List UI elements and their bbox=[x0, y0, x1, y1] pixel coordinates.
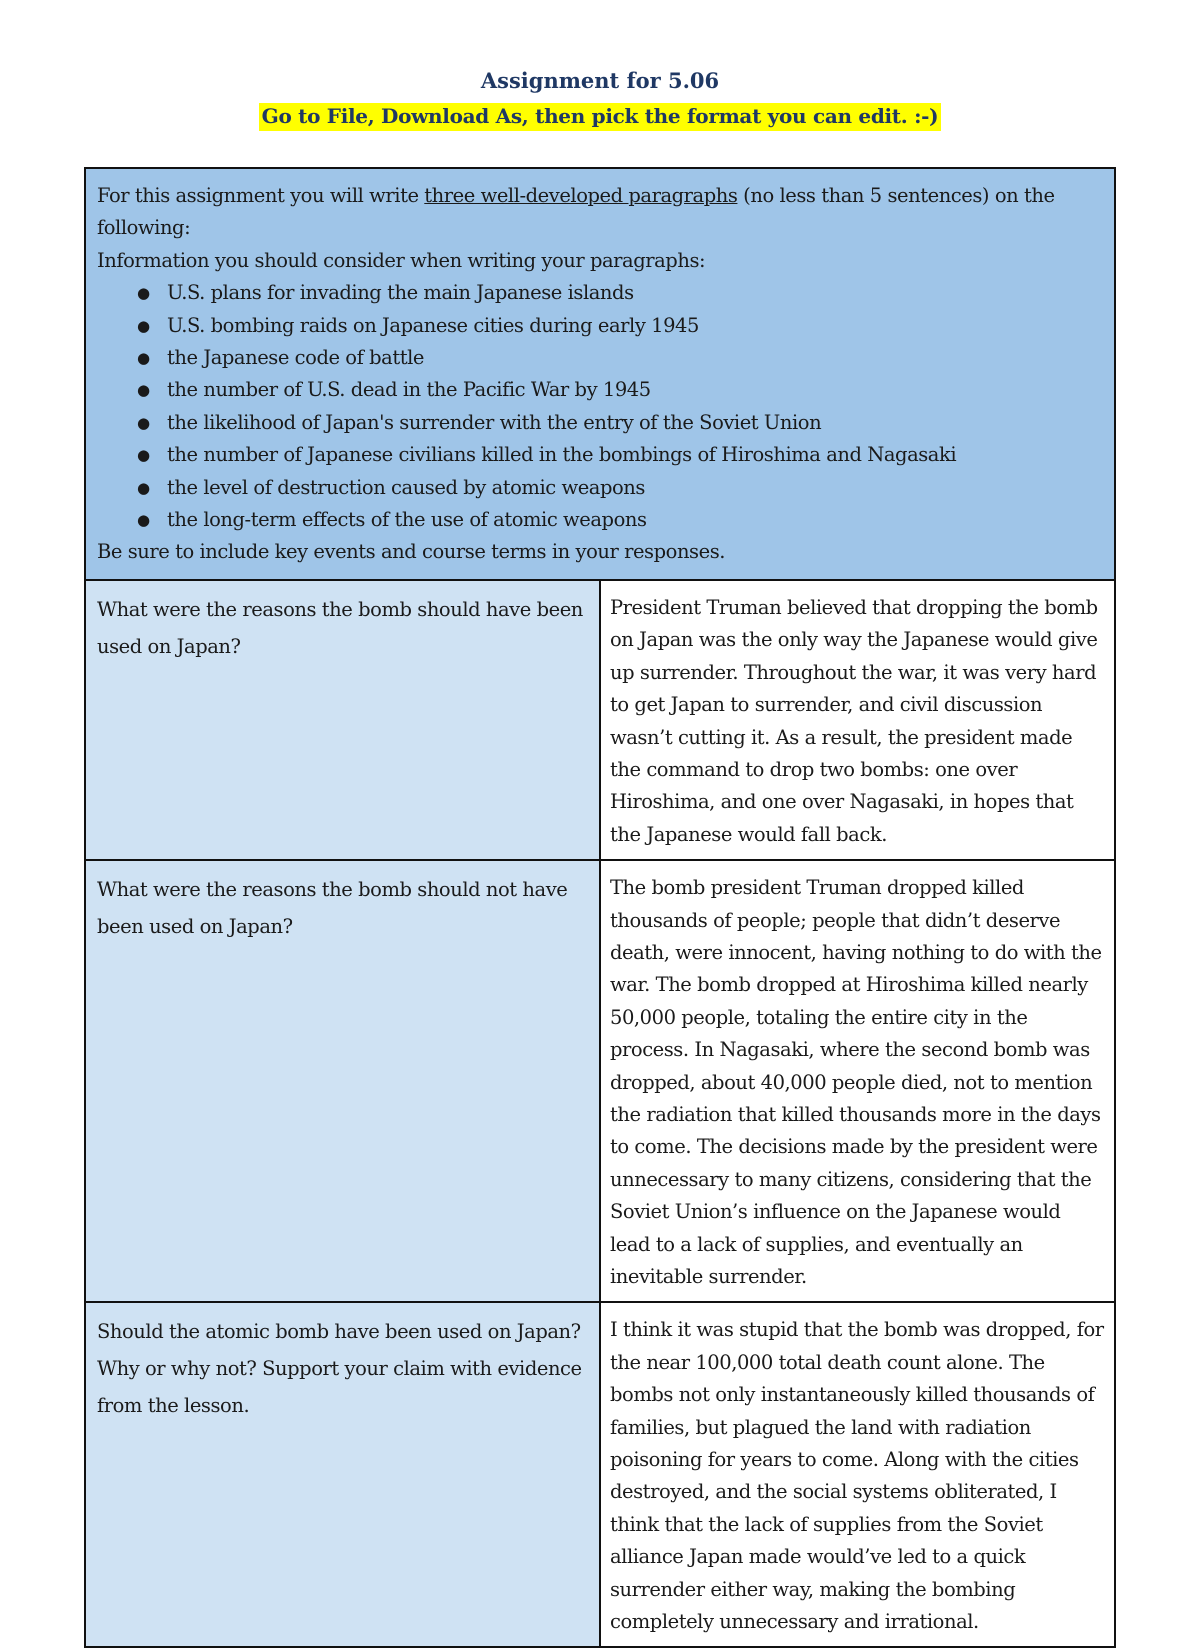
question-cell: Should the atomic bomb have been used on Japan? Why or why not? Support your claim with evidence from the lesson. bbox=[85, 1302, 600, 1647]
consider-heading: Information you should consider when writing your paragraphs: bbox=[97, 248, 706, 272]
instructions-intro bbox=[97, 180, 1102, 245]
bullet-icon: ● bbox=[137, 316, 150, 335]
bullet-icon: ● bbox=[137, 284, 150, 303]
document-title: Assignment for 5.06 bbox=[480, 68, 720, 93]
table-row bbox=[85, 580, 1115, 860]
bullet-icon: ● bbox=[137, 446, 150, 465]
list-item bbox=[137, 277, 1102, 309]
question-cell: What were the reasons the bomb should not have been used on Japan? bbox=[85, 860, 600, 1302]
list-item-text: the Japanese code of battle bbox=[167, 346, 424, 370]
answer-cell[interactable]: President Truman believed that dropping the bomb on Japan was the only way the Japanese would give up surrender. Throughout the war, it was very hard to get Japan to surrender, and civil discussion wasn’t cutting it. As a result, the president made the command to drop two bombs: one over Hiroshima, and one over Nagasaki, in hopes that the Japanese would fall back. bbox=[600, 580, 1115, 860]
consideration-list bbox=[97, 277, 1102, 536]
list-item-text: the likelihood of Japan's surrender with the entry of the Soviet Union bbox=[167, 410, 822, 434]
intro-text-end: (no less than 5 sentences) on the following: bbox=[97, 184, 1055, 240]
table-row bbox=[85, 860, 1115, 1302]
bullet-icon: ● bbox=[137, 511, 150, 530]
intro-underlined-text: three well-developed paragraphs bbox=[424, 184, 738, 207]
list-item-text: U.S. plans for invading the main Japanese islands bbox=[167, 281, 634, 305]
bullet-icon: ● bbox=[137, 381, 150, 400]
bullet-icon: ● bbox=[137, 413, 150, 432]
list-item-text: the long-term effects of the use of atomic weapons bbox=[167, 508, 647, 532]
list-item-text: the number of U.S. dead in the Pacific War by 1945 bbox=[167, 378, 651, 402]
highlighted-subtitle: Go to File, Download As, then pick the format you can edit. :-) bbox=[259, 103, 942, 131]
list-item bbox=[137, 472, 1102, 504]
instructions-row bbox=[85, 168, 1115, 580]
bullet-icon: ● bbox=[137, 349, 150, 368]
list-item bbox=[137, 342, 1102, 374]
intro-text: For this assignment you will write bbox=[97, 184, 425, 207]
list-item bbox=[137, 504, 1102, 536]
answer-cell[interactable]: The bomb president Truman dropped killed thousands of people; people that didn’t deserve death, were innocent, having nothing to do with the war. The bomb dropped at Hiroshima killed nearly 50,000 people, totaling the entire city in the process. In Nagasaki, where the second bomb was dropped, about 40,000 people died, not to mention the radiation that killed thousands more in the days to come. The decisions made by the president were unnecessary to many citizens, considering that the Soviet Union’s influence on the Japanese would lead to a lack of supplies, and eventually an inevitable surrender. bbox=[600, 860, 1115, 1302]
list-item-text: the number of Japanese civilians killed in the bombings of Hiroshima and Nagasaki bbox=[167, 443, 957, 467]
answer-cell[interactable]: I think it was stupid that the bomb was dropped, for the near 100,000 total death count alone. The bombs not only instantaneously killed thousands of families, but plagued the land with radiation poisoning for years to come. Along with the cities destroyed, and the social systems obliterated, I think that the lack of supplies from the Soviet alliance Japan made would’ve led to a quick surrender either way, making the bombing completely unnecessary and irrational. bbox=[600, 1302, 1115, 1647]
question-cell: What were the reasons the bomb should have been used on Japan? bbox=[85, 580, 600, 860]
list-item-text: U.S. bombing raids on Japanese cities during early 1945 bbox=[167, 313, 699, 337]
list-item bbox=[137, 374, 1102, 406]
bullet-icon: ● bbox=[137, 478, 150, 497]
instructions-closing: Be sure to include key events and course terms in your responses. bbox=[97, 540, 725, 564]
list-item bbox=[137, 310, 1102, 342]
table-row bbox=[85, 1302, 1115, 1647]
list-item bbox=[137, 407, 1102, 439]
instructions-cell bbox=[85, 168, 1115, 580]
list-item bbox=[137, 439, 1102, 471]
list-item-text: the level of destruction caused by atomic weapons bbox=[167, 475, 645, 499]
subtitle-wrapper bbox=[0, 103, 1200, 131]
assignment-table bbox=[84, 167, 1116, 1648]
